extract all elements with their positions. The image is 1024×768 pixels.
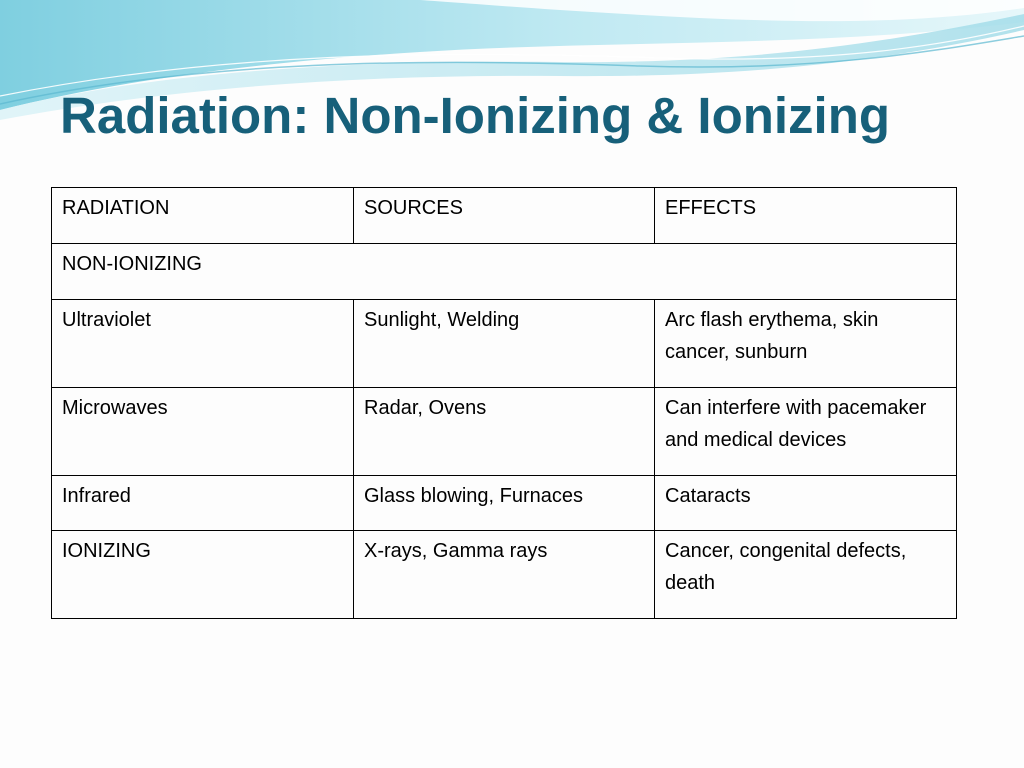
cell-sources: Sunlight, Welding [354, 300, 655, 388]
table-header-row [52, 188, 957, 244]
cell-effects: Can interfere with pacemaker and medical devices [655, 388, 957, 476]
table-row [52, 476, 957, 531]
cell-effects: Cancer, congenital defects, death [655, 531, 957, 619]
cell-sources: Glass blowing, Furnaces [354, 476, 655, 531]
cell-effects: Cataracts [655, 476, 957, 531]
cell-radiation: Ultraviolet [52, 300, 354, 388]
table-row [52, 388, 957, 476]
table-row [52, 531, 957, 619]
section-label-non-ionizing: NON-IONIZING [52, 244, 957, 300]
section-row-non-ionizing [52, 244, 957, 300]
cell-radiation: Infrared [52, 476, 354, 531]
header-sources: SOURCES [354, 188, 655, 244]
radiation-table [51, 187, 957, 619]
cell-effects: Arc flash erythema, skin cancer, sunburn [655, 300, 957, 388]
cell-radiation: Microwaves [52, 388, 354, 476]
cell-sources: X-rays, Gamma rays [354, 531, 655, 619]
table-row [52, 300, 957, 388]
header-radiation: RADIATION [52, 188, 354, 244]
slide-title: Radiation: Non-Ionizing & Ionizing [60, 87, 891, 144]
header-effects: EFFECTS [655, 188, 957, 244]
cell-radiation: IONIZING [52, 531, 354, 619]
cell-sources: Radar, Ovens [354, 388, 655, 476]
